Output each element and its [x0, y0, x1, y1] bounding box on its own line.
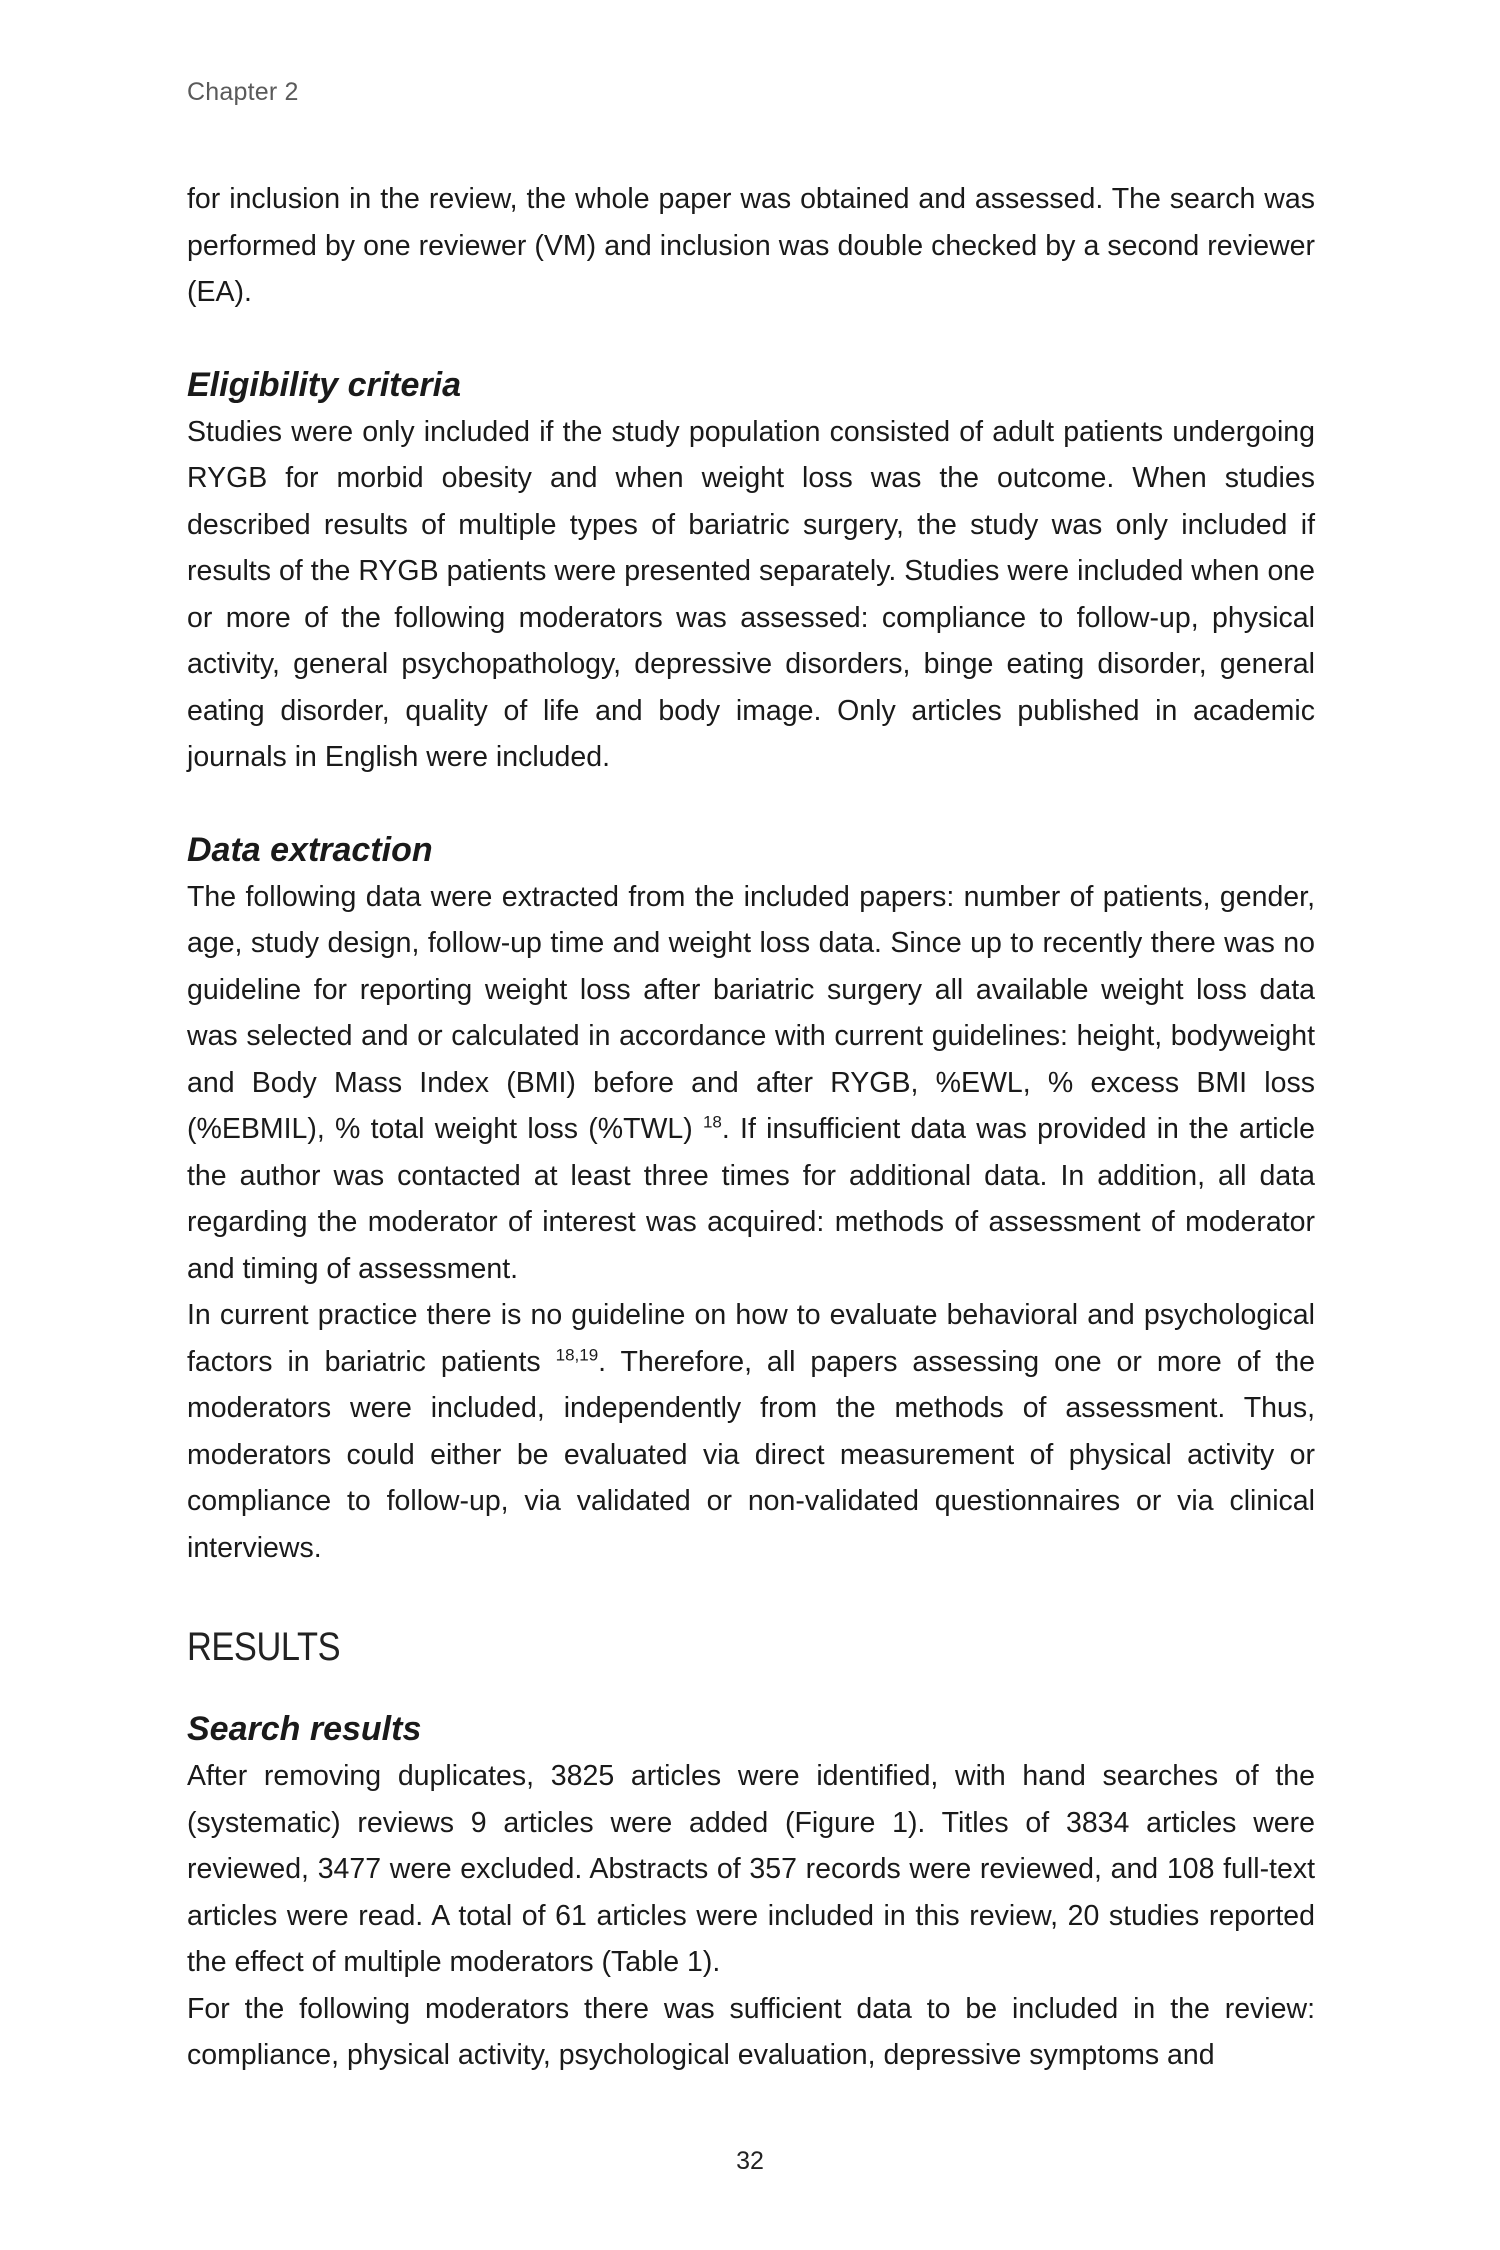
data-extraction-p2-text-b: . Therefore, all papers assessing one or more of the moderators were included, independently from the methods of assessment. Thus, moderators could either be evaluated via direct measurement of physical activity or compliance to follow-up, via validated or non-validated questionnaires or via clinical interviews. [187, 1345, 1316, 1564]
data-extraction-p1-text-b: . If insufficient data was provided in the article the author was contacted at least three times for additional data. In addition, all data regarding the moderator of interest was acquired: methods of assessment of moderator and timing of assessment. [187, 1113, 1315, 1285]
data-extraction-heading: Data extraction [187, 830, 433, 869]
running-header-chapter: Chapter 2 [187, 78, 299, 106]
intro-paragraph: for inclusion in the review, the whole paper was obtained and assessed. The search was performed by one reviewer (VM) and inclusion was double checked by a second reviewer (EA). [187, 183, 1315, 308]
results-heading: RESULTS [187, 1625, 341, 1669]
data-extraction-p2-text-a: In current practice there is no guideline on how to evaluate behavioral and psychological factors in bariatric patients [187, 1299, 1315, 1378]
search-results-paragraph-2: For the following moderators there was sufficient data to be included in the review: compliance, physical activity, psychological evaluation, depressive symptoms and [187, 1992, 1315, 2071]
page-body [187, 176, 1315, 2079]
eligibility-paragraph: Studies were only included if the study population consisted of adult patients undergoing RYGB for morbid obesity and when weight loss was the outcome. When studies described results of multiple types of bariatric surgery, the study was only included if results of the RYGB patients were presented separately. Studies were included when one or more of the following moderators was assessed: compliance to follow-up, physical activity, general psychopathology, depressive disorders, binge eating disorder, general eating disorder, quality of life and body image. Only articles published in academic journals in English were included. [187, 415, 1315, 773]
data-extraction-paragraph-1 [187, 874, 1315, 1293]
data-extraction-p1-text-a: The following data were extracted from the included papers: number of patients, gender, age, study design, follow-up time and weight loss data. Since up to recently there was no guideline for reporting weight loss after bariatric surgery all available weight loss data was selected and or calculated in accordance with current guidelines: height, bodyweight and Body Mass Index (BMI) before and after RYGB, %EWL, % excess BMI loss (%EBMIL), % total weight loss (%TWL) [187, 880, 1315, 1145]
eligibility-heading: Eligibility criteria [187, 365, 461, 404]
data-extraction-paragraph-2 [187, 1292, 1315, 1571]
search-results-paragraph-1: After removing duplicates, 3825 articles were identified, with hand searches of the (systematic) reviews 9 articles were added (Figure 1). Titles of 3834 articles were reviewed, 3477 were excluded. Abstracts of 357 records were reviewed, and 108 full-text articles were read. A total of 61 articles were included in this review, 20 studies reported the effect of multiple moderators (Table 1). [187, 1760, 1315, 1978]
search-results-heading: Search results [187, 1710, 422, 1748]
page-number: 32 [736, 2147, 764, 2175]
reference-superscript: 18,19 [555, 1345, 599, 1364]
reference-superscript: 18 [702, 1112, 722, 1132]
